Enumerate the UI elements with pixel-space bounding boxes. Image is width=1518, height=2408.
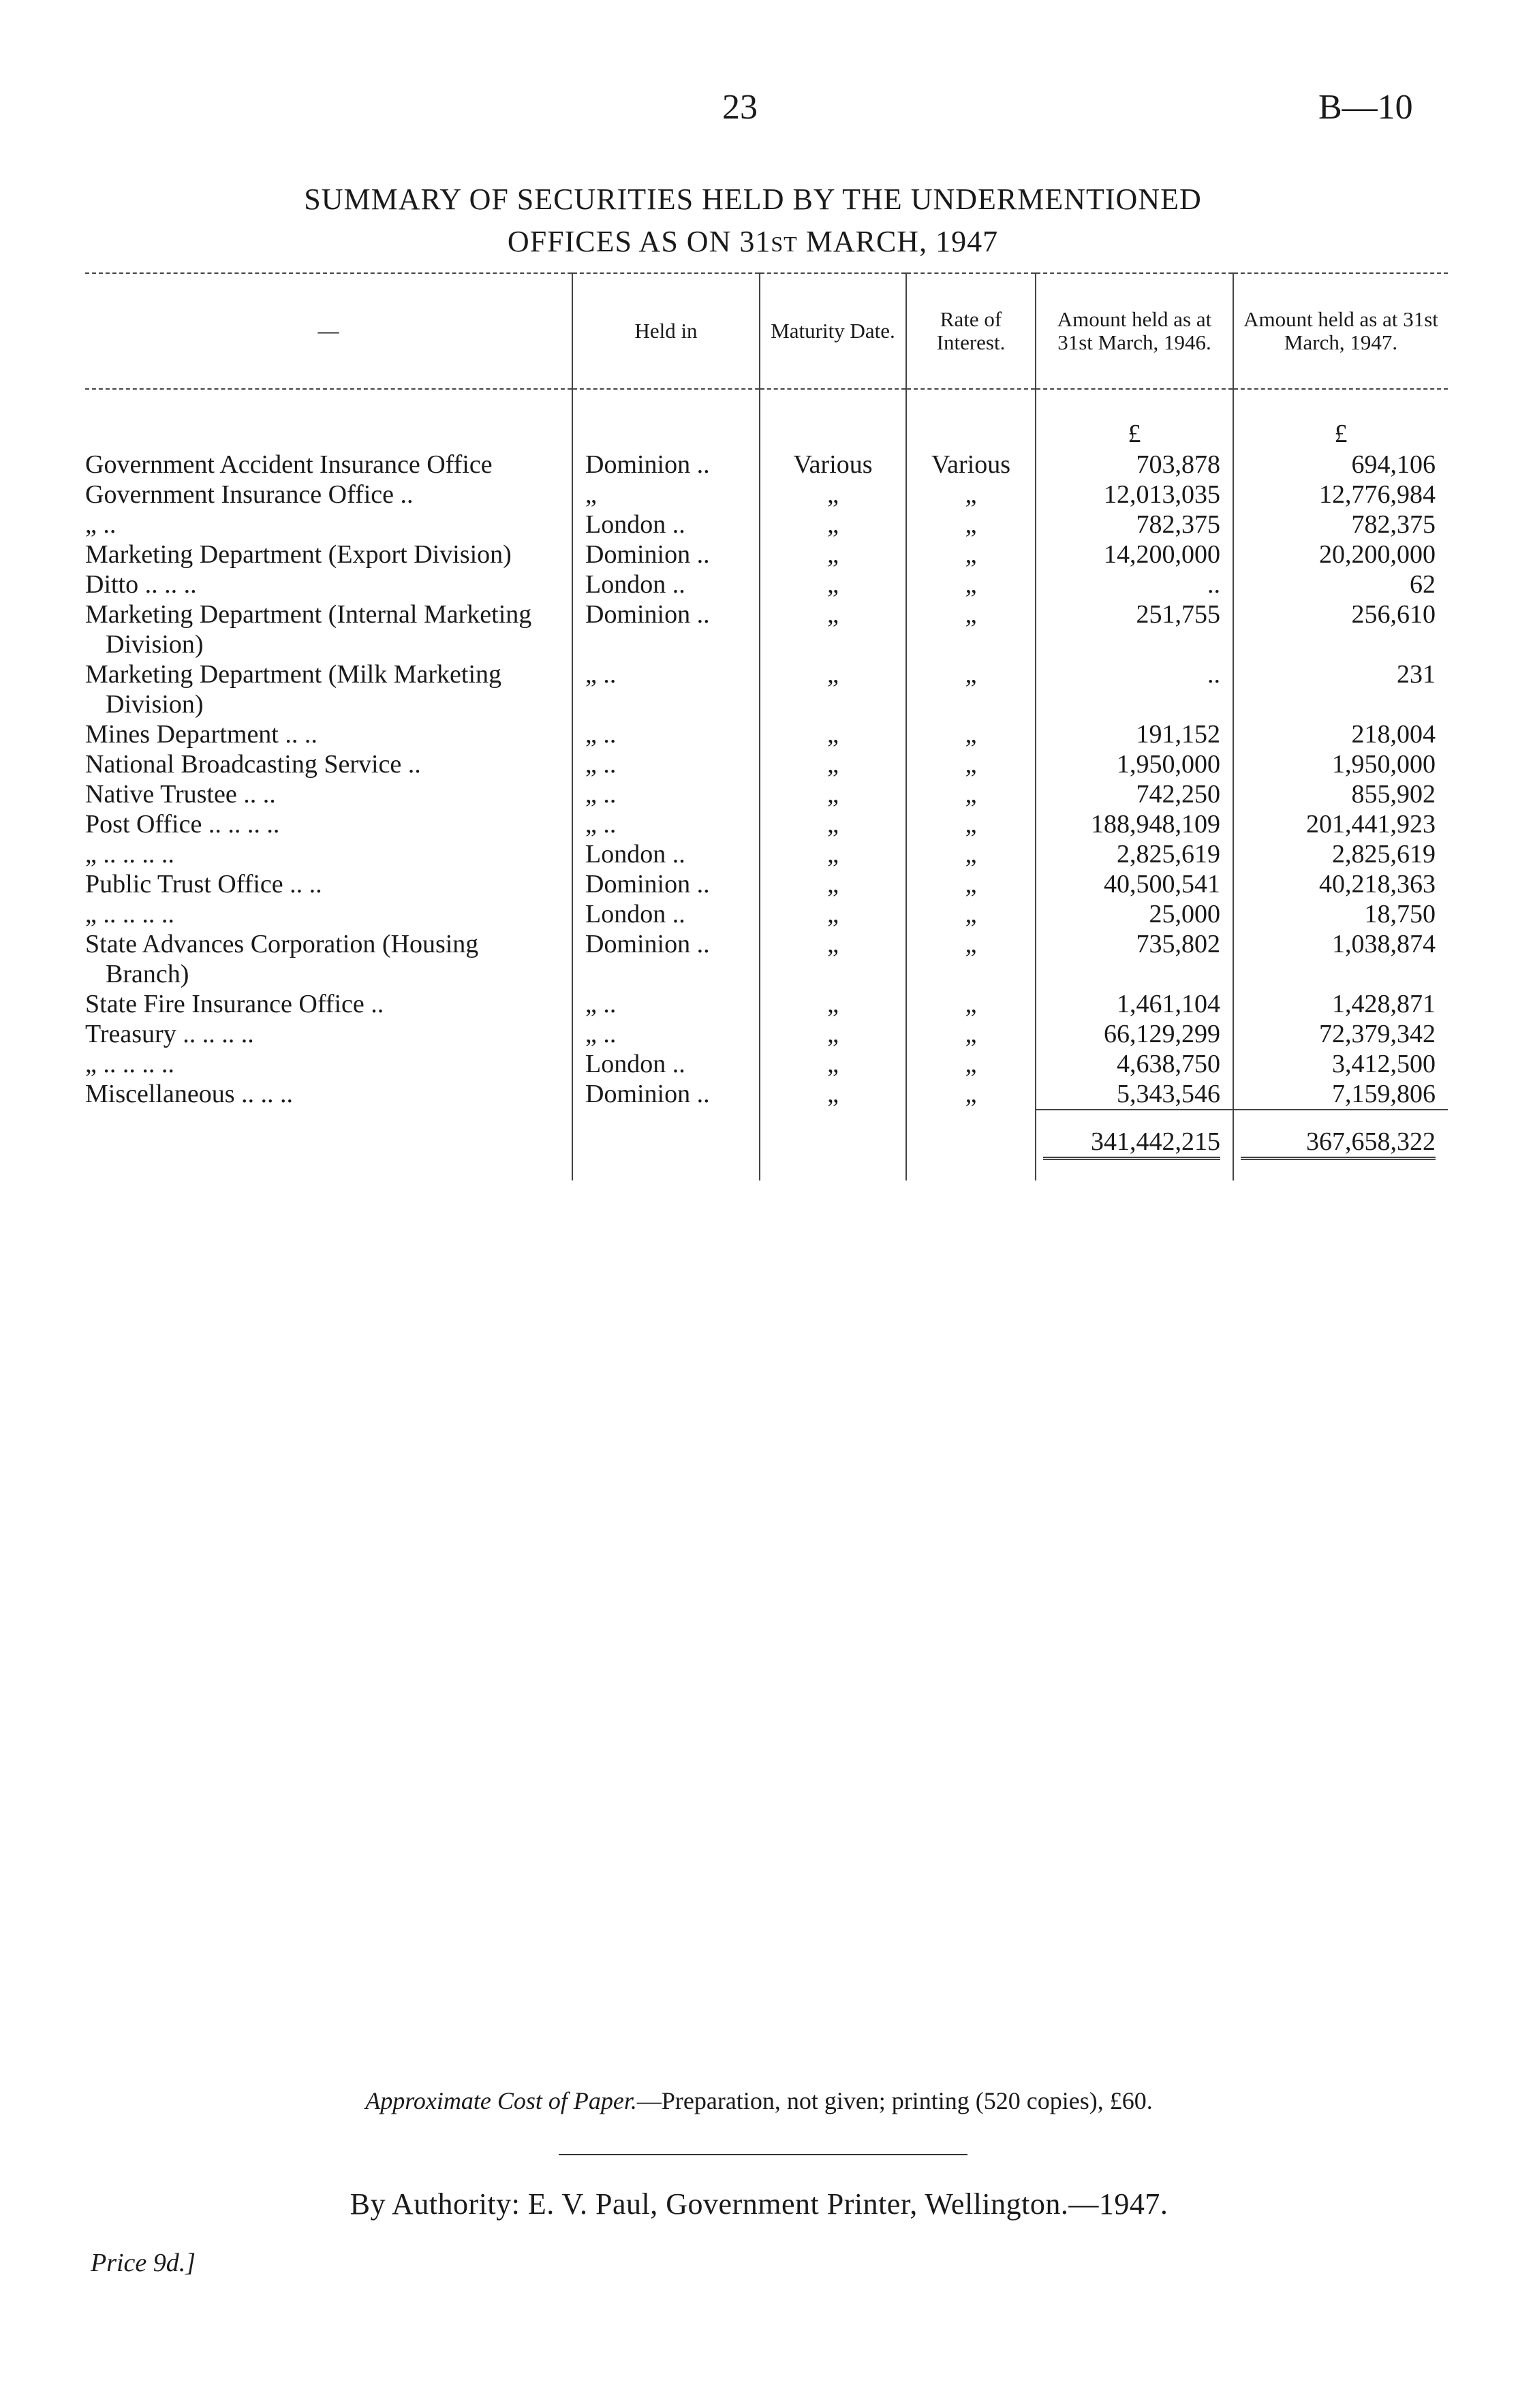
office-name xyxy=(85,929,572,989)
held-in: Dominion .. xyxy=(572,1079,760,1110)
amount-1946: 1,950,000 xyxy=(1036,749,1233,779)
amount-1946: 188,948,109 xyxy=(1036,809,1233,839)
maturity-date: „ xyxy=(760,839,906,869)
maturity-date: „ xyxy=(760,899,906,929)
office-name xyxy=(85,450,572,480)
held-in: „ .. xyxy=(572,809,760,839)
maturity-date: „ xyxy=(760,929,906,989)
interest-rate: Various xyxy=(906,450,1036,480)
amount-1946: 2,825,619 xyxy=(1036,839,1233,869)
amount-1947: 7,159,806 xyxy=(1233,1079,1448,1110)
securities-table xyxy=(85,272,1448,1180)
maturity-date: „ xyxy=(760,540,906,569)
cost-text: —Preparation, not given; printing (520 copies), £60. xyxy=(636,2087,1153,2114)
held-in: „ .. xyxy=(572,659,760,719)
office-name-text: Government Insurance Office .. xyxy=(85,480,414,509)
amount-1947: 20,200,000 xyxy=(1233,540,1448,569)
held-in: „ .. xyxy=(572,1019,760,1049)
interest-rate: „ xyxy=(906,869,1036,899)
amount-1947: 12,776,984 xyxy=(1233,480,1448,510)
held-in: London .. xyxy=(572,839,760,869)
table-row xyxy=(85,929,1448,989)
interest-rate: „ xyxy=(906,839,1036,869)
page-number: 23 xyxy=(722,88,758,127)
office-name xyxy=(85,540,572,569)
office-name-text: „ .. .. .. .. xyxy=(85,840,174,869)
office-name xyxy=(85,719,572,749)
interest-rate: „ xyxy=(906,480,1036,510)
amount-1946: 782,375 xyxy=(1036,510,1233,540)
interest-rate: „ xyxy=(906,779,1036,809)
office-name-text: Marketing Department (Internal Marketing Division) xyxy=(85,600,532,659)
held-in: „ xyxy=(572,480,760,510)
cost-label: Approximate Cost of Paper. xyxy=(365,2087,637,2114)
interest-rate: „ xyxy=(906,989,1036,1019)
amount-1946: 25,000 xyxy=(1036,899,1233,929)
totals-row xyxy=(85,1110,1448,1180)
table-row xyxy=(85,989,1448,1019)
total-1946: 341,442,215 xyxy=(1043,1127,1220,1160)
cost-of-paper-note xyxy=(0,2086,1518,2115)
interest-rate: „ xyxy=(906,809,1036,839)
table-row xyxy=(85,599,1448,659)
held-in: London .. xyxy=(572,1049,760,1079)
amount-1946: 5,343,546 xyxy=(1036,1079,1233,1110)
table-row xyxy=(85,510,1448,540)
held-in: „ .. xyxy=(572,719,760,749)
maturity-date: „ xyxy=(760,1079,906,1110)
table-row xyxy=(85,540,1448,569)
maturity-date: „ xyxy=(760,989,906,1019)
currency-symbol-1946: £ xyxy=(1036,416,1233,450)
amount-1947: 40,218,363 xyxy=(1233,869,1448,899)
office-name-text: National Broadcasting Service .. xyxy=(85,750,421,779)
maturity-date: „ xyxy=(760,1019,906,1049)
maturity-date: „ xyxy=(760,599,906,659)
table-row xyxy=(85,839,1448,869)
office-name xyxy=(85,659,572,719)
amount-1947: 2,825,619 xyxy=(1233,839,1448,869)
interest-rate: „ xyxy=(906,599,1036,659)
col-header-held-in: Held in xyxy=(572,273,760,389)
office-name xyxy=(85,809,572,839)
table-row xyxy=(85,569,1448,599)
amount-1947: 256,610 xyxy=(1233,599,1448,659)
table-header-row xyxy=(85,273,1448,389)
maturity-date: Various xyxy=(760,450,906,480)
maturity-date: „ xyxy=(760,749,906,779)
maturity-date: „ xyxy=(760,1049,906,1079)
table-row xyxy=(85,450,1448,480)
office-name-text: Post Office .. .. .. .. xyxy=(85,810,280,839)
held-in: Dominion .. xyxy=(572,599,760,659)
table-row xyxy=(85,779,1448,809)
amount-1947: 18,750 xyxy=(1233,899,1448,929)
office-name xyxy=(85,989,572,1019)
col-header-office: — xyxy=(85,273,572,389)
interest-rate: „ xyxy=(906,1079,1036,1110)
table-row xyxy=(85,1049,1448,1079)
currency-row xyxy=(85,416,1448,450)
held-in: London .. xyxy=(572,899,760,929)
office-name-text: Government Accident Insurance Office xyxy=(85,450,493,479)
office-name xyxy=(85,839,572,869)
footer-divider xyxy=(559,2154,967,2155)
col-header-maturity: Maturity Date. xyxy=(760,273,906,389)
document-title xyxy=(164,178,1342,265)
currency-symbol-1947: £ xyxy=(1233,416,1448,450)
table-row xyxy=(85,480,1448,510)
office-name xyxy=(85,1019,572,1049)
amount-1947: 218,004 xyxy=(1233,719,1448,749)
office-name-text: Marketing Department (Milk Marketing Division) xyxy=(85,660,502,719)
title-ordinal-suffix: ST xyxy=(771,232,798,256)
interest-rate: „ xyxy=(906,1049,1036,1079)
table-row xyxy=(85,659,1448,719)
interest-rate: „ xyxy=(906,719,1036,749)
interest-rate: „ xyxy=(906,899,1036,929)
held-in: Dominion .. xyxy=(572,540,760,569)
amount-1947: 231 xyxy=(1233,659,1448,719)
maturity-date: „ xyxy=(760,480,906,510)
amount-1946: 4,638,750 xyxy=(1036,1049,1233,1079)
office-name xyxy=(85,899,572,929)
amount-1946: 12,013,035 xyxy=(1036,480,1233,510)
amount-1946: 703,878 xyxy=(1036,450,1233,480)
table-row xyxy=(85,809,1448,839)
amount-1947: 3,412,500 xyxy=(1233,1049,1448,1079)
office-name-text: Marketing Department (Export Division) xyxy=(85,540,512,569)
amount-1946: 1,461,104 xyxy=(1036,989,1233,1019)
maturity-date: „ xyxy=(760,510,906,540)
office-name xyxy=(85,869,572,899)
office-name xyxy=(85,510,572,540)
held-in: Dominion .. xyxy=(572,929,760,989)
interest-rate: „ xyxy=(906,510,1036,540)
held-in: „ .. xyxy=(572,989,760,1019)
amount-1946: 40,500,541 xyxy=(1036,869,1233,899)
maturity-date: „ xyxy=(760,809,906,839)
amount-1947: 62 xyxy=(1233,569,1448,599)
amount-1947: 855,902 xyxy=(1233,779,1448,809)
price-note: Price 9d.] xyxy=(91,2249,196,2277)
title-line-1: SUMMARY OF SECURITIES HELD BY THE UNDERMENTIONED xyxy=(304,183,1202,216)
held-in: London .. xyxy=(572,510,760,540)
amount-1947: 1,038,874 xyxy=(1233,929,1448,989)
interest-rate: „ xyxy=(906,569,1036,599)
table-row xyxy=(85,1019,1448,1049)
held-in: „ .. xyxy=(572,779,760,809)
office-name xyxy=(85,1049,572,1079)
office-name xyxy=(85,779,572,809)
held-in: „ .. xyxy=(572,749,760,779)
office-name-text: „ .. .. .. .. xyxy=(85,900,174,928)
col-header-amount-1946: Amount held as at 31st March, 1946. xyxy=(1036,273,1233,389)
amount-1946: 14,200,000 xyxy=(1036,540,1233,569)
office-name-text: State Advances Corporation (Housing Branch) xyxy=(85,930,479,988)
held-in: Dominion .. xyxy=(572,869,760,899)
office-name-text: Ditto .. .. .. xyxy=(85,570,197,599)
table-row xyxy=(85,1079,1448,1110)
office-name xyxy=(85,569,572,599)
office-name-text: Miscellaneous .. .. .. xyxy=(85,1080,294,1108)
amount-1946: 191,152 xyxy=(1036,719,1233,749)
office-name xyxy=(85,749,572,779)
col-header-amount-1947: Amount held as at 31st March, 1947. xyxy=(1233,273,1448,389)
table-row xyxy=(85,719,1448,749)
table-row xyxy=(85,899,1448,929)
amount-1946: 251,755 xyxy=(1036,599,1233,659)
interest-rate: „ xyxy=(906,929,1036,989)
maturity-date: „ xyxy=(760,659,906,719)
interest-rate: „ xyxy=(906,749,1036,779)
amount-1946: .. xyxy=(1036,569,1233,599)
office-name-text: State Fire Insurance Office .. xyxy=(85,990,384,1018)
held-in: London .. xyxy=(572,569,760,599)
interest-rate: „ xyxy=(906,1019,1036,1049)
col-header-rate: Rate of Interest. xyxy=(906,273,1036,389)
amount-1947: 201,441,923 xyxy=(1233,809,1448,839)
office-name-text: Native Trustee .. .. xyxy=(85,780,276,809)
interest-rate: „ xyxy=(906,540,1036,569)
interest-rate: „ xyxy=(906,659,1036,719)
total-1947: 367,658,322 xyxy=(1241,1127,1436,1160)
amount-1946: .. xyxy=(1036,659,1233,719)
amount-1946: 66,129,299 xyxy=(1036,1019,1233,1049)
held-in: Dominion .. xyxy=(572,450,760,480)
office-name xyxy=(85,599,572,659)
office-name xyxy=(85,1079,572,1110)
amount-1947: 1,950,000 xyxy=(1233,749,1448,779)
office-name-text: Mines Department .. .. xyxy=(85,720,317,749)
amount-1947: 72,379,342 xyxy=(1233,1019,1448,1049)
printer-authority: By Authority: E. V. Paul, Government Printer, Wellington.—1947. xyxy=(350,2187,1168,2221)
title-line-2: OFFICES AS ON 31ST MARCH, 1947 xyxy=(507,225,999,258)
amount-1946: 735,802 xyxy=(1036,929,1233,989)
maturity-date: „ xyxy=(760,869,906,899)
table-row xyxy=(85,869,1448,899)
amount-1947: 782,375 xyxy=(1233,510,1448,540)
office-name-text: Treasury .. .. .. .. xyxy=(85,1020,254,1048)
office-name xyxy=(85,480,572,510)
office-name-text: „ .. .. .. .. xyxy=(85,1050,174,1078)
office-name-text: „ .. xyxy=(85,510,117,539)
paper-code: B—10 xyxy=(1318,88,1413,127)
amount-1947: 694,106 xyxy=(1233,450,1448,480)
amount-1947: 1,428,871 xyxy=(1233,989,1448,1019)
office-name-text: Public Trust Office .. .. xyxy=(85,870,322,898)
maturity-date: „ xyxy=(760,719,906,749)
amount-1946: 742,250 xyxy=(1036,779,1233,809)
table-row xyxy=(85,749,1448,779)
maturity-date: „ xyxy=(760,569,906,599)
maturity-date: „ xyxy=(760,779,906,809)
